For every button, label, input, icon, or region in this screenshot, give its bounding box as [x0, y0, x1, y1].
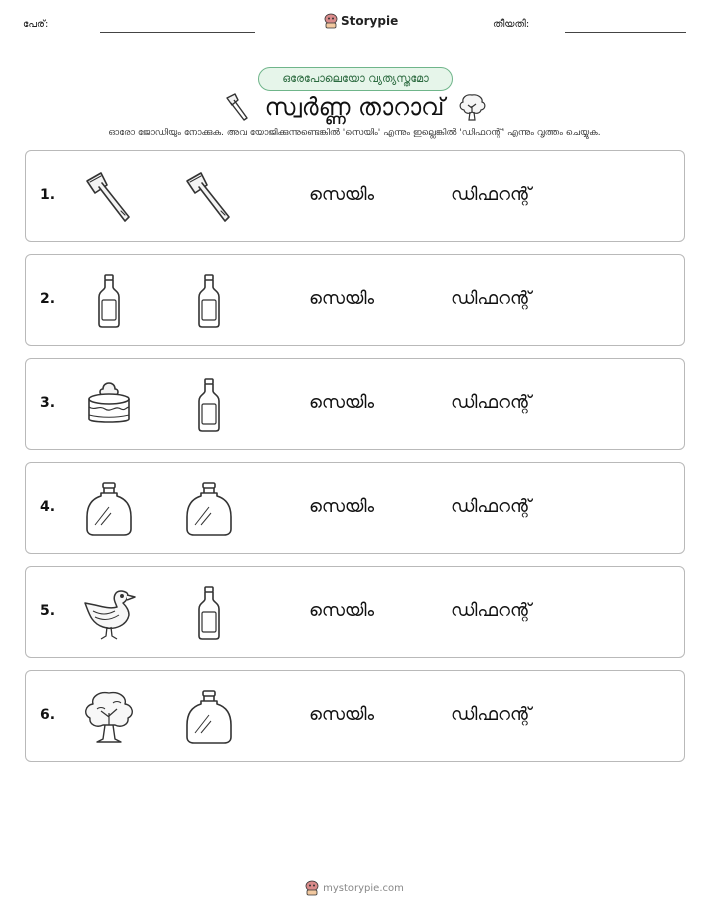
instructions: ഓരോ ജോഡിയും നോക്കുക. അവ യോജിക്കുന്നുണ്ടെങ്കിൽ 'സെയിം' എന്നും ഇല്ലെങ്കിൽ 'ഡിഫറന്റ്' എന്നും വൃത്തം ചെയ്യുക. [108, 128, 601, 138]
question-row [25, 462, 685, 554]
question-row [25, 358, 685, 450]
question-number: 2. [40, 291, 56, 307]
same-option[interactable]: സെയിം [309, 288, 375, 309]
date-line[interactable] [565, 32, 686, 33]
name-line[interactable] [100, 32, 255, 33]
cake-icon [81, 377, 137, 433]
different-option[interactable]: ഡിഫറന്റ് [451, 288, 532, 309]
footer [0, 880, 709, 896]
question-row [25, 150, 685, 242]
bottle-icon [181, 377, 237, 433]
title-row [0, 90, 709, 124]
different-option[interactable]: ഡിഫറന്റ് [451, 600, 532, 621]
question-row [25, 254, 685, 346]
different-option[interactable]: ഡിഫറന്റ് [451, 704, 532, 725]
question-number: 1. [40, 187, 56, 203]
storypie-mascot-icon [324, 13, 338, 29]
bottle-icon [181, 273, 237, 329]
different-option[interactable]: ഡിഫറന്റ് [451, 184, 532, 205]
same-option[interactable]: സെയിം [309, 184, 375, 205]
duck-icon [81, 585, 137, 641]
question-number: 3. [40, 395, 56, 411]
axe-icon [221, 92, 253, 122]
question-number: 6. [40, 707, 56, 723]
question-number: 4. [40, 499, 56, 515]
bottle-icon [181, 585, 237, 641]
same-option[interactable]: സെയിം [309, 496, 375, 517]
name-label: പേര്: [23, 19, 49, 30]
flask-icon [181, 481, 237, 537]
tree-icon [81, 689, 137, 745]
worksheet-type-badge: ഒരേപോലെയോ വ്യത്യസ്തമോ [258, 67, 453, 91]
question-row [25, 566, 685, 658]
storypie-mascot-icon [305, 880, 319, 896]
brand-logo [324, 13, 398, 29]
flask-icon [81, 481, 137, 537]
different-option[interactable]: ഡിഫറന്റ് [451, 392, 532, 413]
different-option[interactable]: ഡിഫറന്റ് [451, 496, 532, 517]
worksheet-title: സ്വർണ്ണ താറാവ് [264, 93, 445, 121]
date-label: തീയതി: [493, 19, 530, 30]
flask-icon [181, 689, 237, 745]
tree-icon [456, 91, 488, 123]
question-number: 5. [40, 603, 56, 619]
axe-icon [181, 169, 237, 225]
axe-icon [81, 169, 137, 225]
same-option[interactable]: സെയിം [309, 704, 375, 725]
same-option[interactable]: സെയിം [309, 600, 375, 621]
bottle-icon [81, 273, 137, 329]
brand-name: Storypie [341, 14, 399, 28]
question-row [25, 670, 685, 762]
same-option[interactable]: സെയിം [309, 392, 375, 413]
footer-url[interactable]: mystorypie.com [323, 882, 404, 894]
